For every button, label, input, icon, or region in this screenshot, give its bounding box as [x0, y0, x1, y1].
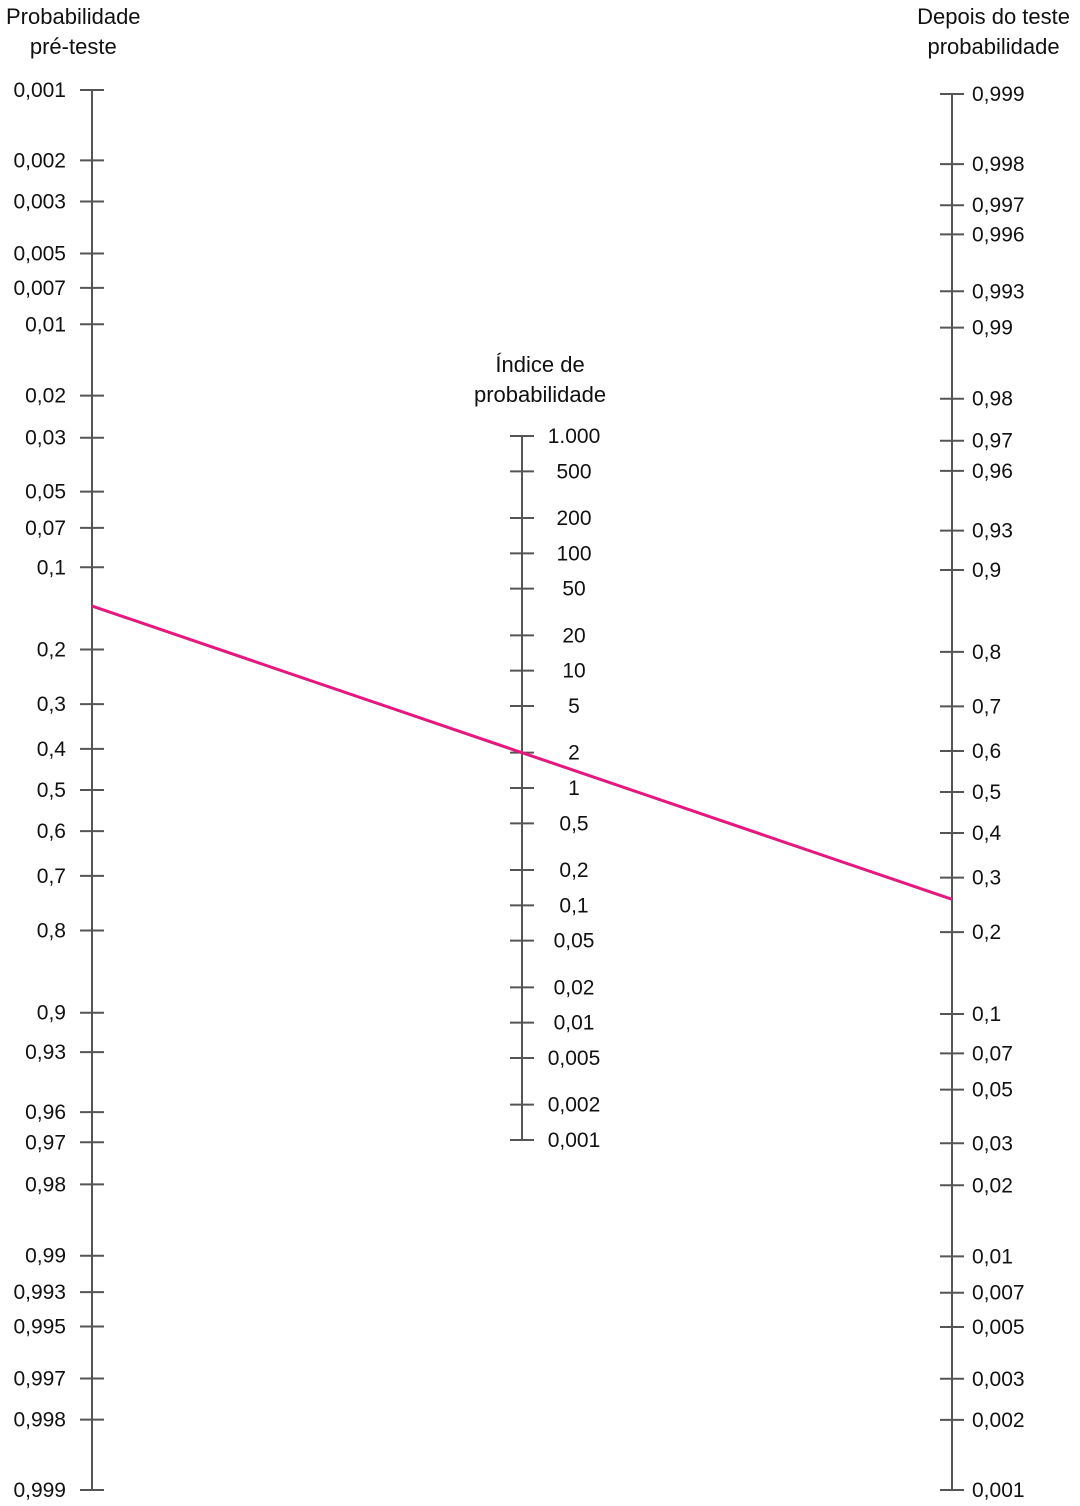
posttest-axis-title-line-1: Depois do teste [917, 4, 1070, 29]
posttest-tick-label: 0,03 [972, 1132, 1013, 1156]
likelihood-ratio-tick-label: 10 [562, 659, 586, 683]
likelihood-ratio-axis-title-line-2: probabilidade [474, 382, 607, 407]
likelihood-ratio-tick-label: 200 [556, 507, 592, 531]
likelihood-ratio-tick-label: 50 [562, 577, 586, 601]
posttest-tick-label: 0,02 [972, 1174, 1013, 1198]
pretest-tick-label: 0,997 [13, 1367, 66, 1391]
pretest-tick-label: 0,1 [36, 556, 66, 580]
pretest-tick-label: 0,6 [36, 820, 66, 844]
pretest-tick-label: 0,3 [36, 693, 66, 717]
posttest-axis [940, 83, 1025, 1502]
posttest-tick-label: 0,999 [972, 83, 1025, 106]
posttest-tick-label: 0,93 [972, 519, 1013, 543]
pretest-tick-label: 0,02 [25, 384, 66, 408]
posttest-tick-label: 0,3 [972, 866, 1002, 890]
posttest-tick-label: 0,997 [972, 194, 1025, 218]
pretest-tick-label: 0,5 [36, 779, 66, 802]
posttest-tick-label: 0,996 [972, 223, 1025, 247]
likelihood-ratio-tick-label: 2 [568, 741, 580, 765]
posttest-tick-label: 0,993 [972, 280, 1025, 304]
pretest-tick-label: 0,98 [25, 1173, 66, 1197]
likelihood-ratio-tick-label: 0,01 [553, 1011, 595, 1035]
pretest-tick-label: 0,97 [25, 1131, 66, 1155]
posttest-tick-label: 0,8 [972, 640, 1002, 664]
likelihood-ratio-axis-title-line-1: Índice de [495, 352, 585, 377]
pretest-tick-label: 0,01 [25, 313, 66, 337]
posttest-axis-title-line-2: probabilidade [927, 34, 1060, 59]
likelihood-ratio-tick-label: 100 [556, 542, 592, 566]
posttest-tick-label: 0,5 [972, 781, 1002, 804]
posttest-tick-label: 0,99 [972, 316, 1013, 340]
posttest-tick-label: 0,2 [972, 921, 1002, 945]
pretest-tick-label: 0,93 [25, 1041, 66, 1065]
posttest-tick-label: 0,6 [972, 740, 1002, 764]
likelihood-ratio-tick-label: 1.000 [547, 425, 601, 448]
pretest-tick-label: 0,99 [25, 1244, 66, 1268]
pretest-tick-label: 0,001 [13, 79, 66, 102]
likelihood-ratio-tick-label: 0,5 [559, 812, 589, 836]
likelihood-ratio-tick-label: 5 [568, 694, 580, 718]
pretest-axis-title-line-2: pré-teste [29, 34, 117, 59]
likelihood-ratio-tick-label: 0,02 [553, 976, 595, 1000]
likelihood-ratio-tick-label: 0,002 [547, 1093, 601, 1117]
pretest-tick-label: 0,005 [13, 242, 66, 266]
posttest-tick-label: 0,98 [972, 387, 1013, 411]
pretest-tick-label: 0,03 [25, 426, 66, 450]
likelihood-ratio-tick-label: 0,1 [559, 894, 589, 918]
posttest-tick-label: 0,007 [972, 1281, 1025, 1305]
pretest-tick-label: 0,7 [36, 864, 66, 888]
pretest-tick-label: 0,993 [13, 1281, 66, 1305]
pretest-tick-label: 0,96 [25, 1101, 66, 1125]
pretest-tick-label: 0,003 [13, 190, 66, 214]
posttest-tick-label: 0,1 [972, 1003, 1002, 1027]
pretest-tick-label: 0,998 [13, 1408, 66, 1432]
posttest-tick-label: 0,005 [972, 1315, 1025, 1339]
pretest-axis-title-line-1: Probabilidade [6, 4, 141, 29]
posttest-tick-label: 0,001 [972, 1479, 1025, 1502]
likelihood-ratio-tick-label: 0,001 [547, 1129, 601, 1152]
pretest-tick-label: 0,9 [36, 1001, 66, 1025]
posttest-tick-label: 0,01 [972, 1245, 1013, 1269]
posttest-tick-label: 0,4 [972, 821, 1002, 845]
posttest-tick-label: 0,002 [972, 1408, 1025, 1432]
pretest-tick-label: 0,007 [13, 276, 66, 300]
pretest-tick-label: 0,2 [36, 638, 66, 662]
posttest-tick-label: 0,96 [972, 459, 1013, 483]
likelihood-ratio-tick-label: 20 [562, 624, 586, 648]
likelihood-ratio-axis [510, 425, 600, 1152]
posttest-tick-label: 0,07 [972, 1042, 1013, 1066]
pretest-tick-label: 0,05 [25, 480, 66, 504]
pretest-tick-label: 0,8 [36, 919, 66, 943]
posttest-tick-label: 0,7 [972, 695, 1002, 719]
pretest-tick-label: 0,995 [13, 1315, 66, 1339]
likelihood-ratio-tick-label: 1 [568, 777, 580, 800]
likelihood-ratio-tick-label: 0,005 [547, 1046, 601, 1070]
likelihood-ratio-tick-label: 0,2 [559, 859, 589, 883]
posttest-tick-label: 0,97 [972, 429, 1013, 453]
pretest-tick-label: 0,07 [25, 516, 66, 540]
posttest-tick-label: 0,05 [972, 1078, 1013, 1102]
posttest-tick-label: 0,998 [972, 153, 1025, 177]
pretest-tick-label: 0,999 [13, 1479, 66, 1502]
pretest-tick-label: 0,002 [13, 149, 66, 173]
pretest-axis [13, 79, 104, 1502]
likelihood-ratio-tick-label: 0,05 [553, 929, 595, 953]
likelihood-ratio-tick-label: 500 [556, 460, 592, 484]
posttest-tick-label: 0,003 [972, 1367, 1025, 1391]
pretest-tick-label: 0,4 [36, 737, 66, 761]
posttest-tick-label: 0,9 [972, 558, 1002, 582]
